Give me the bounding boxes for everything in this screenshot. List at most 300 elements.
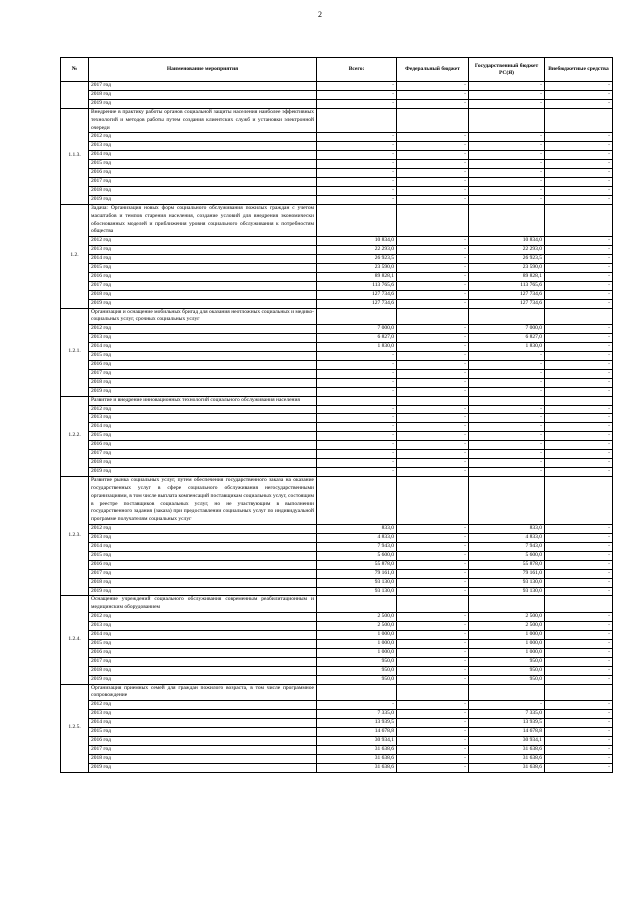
year-cell: 2017 год bbox=[89, 369, 317, 378]
page-number: 2 bbox=[318, 10, 322, 19]
federal-cell: - bbox=[397, 719, 469, 728]
year-cell: 2019 год bbox=[89, 299, 317, 308]
federal-cell: - bbox=[397, 560, 469, 569]
total-cell: - bbox=[317, 151, 397, 160]
offbudget-cell: - bbox=[545, 299, 613, 308]
table-row bbox=[61, 133, 613, 142]
total-cell: - bbox=[317, 467, 397, 476]
offbudget-cell: - bbox=[545, 169, 613, 178]
year-cell: 2016 год bbox=[89, 560, 317, 569]
total-cell: 10 834,0 bbox=[317, 237, 397, 246]
state-cell: - bbox=[469, 701, 545, 710]
header-name: Наименование мероприятия bbox=[89, 58, 317, 82]
offbudget-cell: - bbox=[545, 622, 613, 631]
table-row bbox=[61, 325, 613, 334]
section-title: Внедрение в практику работы органов социальной защиты населения наиболее эффективных технологий и методов работы путем создания клиентских служб и установки электронной очереди bbox=[89, 108, 317, 133]
federal-cell: - bbox=[397, 151, 469, 160]
header-num: № bbox=[61, 58, 89, 82]
offbudget-cell: - bbox=[545, 246, 613, 255]
state-cell: - bbox=[469, 82, 545, 91]
total-cell: - bbox=[317, 378, 397, 387]
total-cell: 950,0 bbox=[317, 666, 397, 675]
table-row bbox=[61, 90, 613, 99]
offbudget-cell: - bbox=[545, 569, 613, 578]
offbudget-cell: - bbox=[545, 441, 613, 450]
state-cell: 23 590,0 bbox=[469, 264, 545, 273]
offbudget-cell: - bbox=[545, 450, 613, 459]
federal-cell: - bbox=[397, 133, 469, 142]
offbudget-cell: - bbox=[545, 613, 613, 622]
section-title: Развитие рынка социальных услуг, путем обеспечения государственного заказа на оказание государственных услуг в сфере социального обслуживания негосударственными организациями, в том числе выплата компенсаций поставщикам социальных услуг, состоящим в реестре поставщиков социальных услуг, но не участвующим в выполнении государственного задания (заказа) при предоставлении социальных услуг по индивидуальной программе получателям социальных услуг bbox=[89, 476, 317, 524]
offbudget-cell: - bbox=[545, 82, 613, 91]
year-cell: 2013 год bbox=[89, 246, 317, 255]
federal-cell: - bbox=[397, 378, 469, 387]
table-row bbox=[61, 622, 613, 631]
empty-cell bbox=[397, 476, 469, 524]
total-cell: 1 000,0 bbox=[317, 640, 397, 649]
offbudget-cell: - bbox=[545, 195, 613, 204]
offbudget-cell: - bbox=[545, 334, 613, 343]
federal-cell: - bbox=[397, 525, 469, 534]
total-cell: - bbox=[317, 450, 397, 459]
total-cell: 93 130,0 bbox=[317, 578, 397, 587]
table-row bbox=[61, 648, 613, 657]
state-cell: 79 161,0 bbox=[469, 569, 545, 578]
year-cell: 2014 год bbox=[89, 255, 317, 264]
state-cell: - bbox=[469, 441, 545, 450]
table-row bbox=[61, 186, 613, 195]
table-row bbox=[61, 82, 613, 91]
year-cell: 2013 год bbox=[89, 622, 317, 631]
table-row bbox=[61, 334, 613, 343]
table-row bbox=[61, 640, 613, 649]
offbudget-cell: - bbox=[545, 560, 613, 569]
year-cell: 2016 год bbox=[89, 169, 317, 178]
total-cell: - bbox=[317, 142, 397, 151]
empty-cell bbox=[469, 308, 545, 325]
offbudget-cell: - bbox=[545, 534, 613, 543]
federal-cell: - bbox=[397, 195, 469, 204]
table-row bbox=[61, 719, 613, 728]
state-cell: 14 678,8 bbox=[469, 728, 545, 737]
total-cell: 7 000,0 bbox=[317, 325, 397, 334]
state-cell: 6 827,0 bbox=[469, 334, 545, 343]
federal-cell: - bbox=[397, 142, 469, 151]
state-cell: 127 734,6 bbox=[469, 290, 545, 299]
state-cell: - bbox=[469, 369, 545, 378]
total-cell: 79 161,0 bbox=[317, 569, 397, 578]
empty-cell bbox=[317, 108, 397, 133]
federal-cell: - bbox=[397, 450, 469, 459]
year-cell: 2015 год bbox=[89, 352, 317, 361]
federal-cell: - bbox=[397, 701, 469, 710]
section-code bbox=[61, 82, 89, 109]
total-cell: 31 638,6 bbox=[317, 745, 397, 754]
total-cell: 1 000,0 bbox=[317, 631, 397, 640]
state-cell: 26 923,5 bbox=[469, 255, 545, 264]
offbudget-cell: - bbox=[545, 264, 613, 273]
section-code: 1.2.5. bbox=[61, 684, 89, 772]
offbudget-cell: - bbox=[545, 361, 613, 370]
header-state: Государственный бюджет РС(Я) bbox=[469, 58, 545, 82]
year-cell: 2018 год bbox=[89, 578, 317, 587]
total-cell: - bbox=[317, 186, 397, 195]
offbudget-cell: - bbox=[545, 90, 613, 99]
offbudget-cell: - bbox=[545, 763, 613, 772]
table-row bbox=[61, 99, 613, 108]
year-cell: 2019 год bbox=[89, 675, 317, 684]
offbudget-cell: - bbox=[545, 255, 613, 264]
year-cell: 2014 год bbox=[89, 543, 317, 552]
total-cell: 22 293,0 bbox=[317, 246, 397, 255]
table-row bbox=[61, 423, 613, 432]
total-cell: - bbox=[317, 387, 397, 396]
table-row bbox=[61, 560, 613, 569]
federal-cell: - bbox=[397, 290, 469, 299]
federal-cell: - bbox=[397, 728, 469, 737]
state-cell: 5 600,0 bbox=[469, 551, 545, 560]
year-cell: 2017 год bbox=[89, 745, 317, 754]
offbudget-cell: - bbox=[545, 160, 613, 169]
table-row bbox=[61, 763, 613, 772]
total-cell: 2 500,0 bbox=[317, 613, 397, 622]
offbudget-cell: - bbox=[545, 458, 613, 467]
offbudget-cell: - bbox=[545, 378, 613, 387]
total-cell: 31 638,6 bbox=[317, 763, 397, 772]
year-cell: 2012 год bbox=[89, 405, 317, 414]
federal-cell: - bbox=[397, 613, 469, 622]
table-row bbox=[61, 169, 613, 178]
total-cell: - bbox=[317, 133, 397, 142]
state-cell: - bbox=[469, 423, 545, 432]
table-row bbox=[61, 736, 613, 745]
federal-cell: - bbox=[397, 99, 469, 108]
empty-cell bbox=[469, 476, 545, 524]
federal-cell: - bbox=[397, 423, 469, 432]
empty-cell bbox=[317, 684, 397, 701]
empty-cell bbox=[317, 596, 397, 613]
section-title: Оснащение учреждений социального обслуживания современным реабилитационным и медицинским оборудованием bbox=[89, 596, 317, 613]
federal-cell: - bbox=[397, 90, 469, 99]
table-row bbox=[61, 387, 613, 396]
table-row bbox=[61, 467, 613, 476]
year-cell: 2014 год bbox=[89, 719, 317, 728]
state-cell: 31 638,6 bbox=[469, 754, 545, 763]
total-cell: 113 765,6 bbox=[317, 281, 397, 290]
section-title-row bbox=[61, 308, 613, 325]
state-cell: 833,0 bbox=[469, 525, 545, 534]
table-row bbox=[61, 631, 613, 640]
section-code: 1.2.2. bbox=[61, 396, 89, 476]
offbudget-cell: - bbox=[545, 352, 613, 361]
table-row bbox=[61, 352, 613, 361]
total-cell: 950,0 bbox=[317, 657, 397, 666]
total-cell: - bbox=[317, 432, 397, 441]
empty-cell bbox=[545, 204, 613, 237]
year-cell: 2012 год bbox=[89, 325, 317, 334]
year-cell: 2018 год bbox=[89, 754, 317, 763]
section-title-row bbox=[61, 204, 613, 237]
empty-cell bbox=[397, 684, 469, 701]
year-cell: 2014 год bbox=[89, 631, 317, 640]
offbudget-cell: - bbox=[545, 432, 613, 441]
empty-cell bbox=[545, 308, 613, 325]
section-title: Задача: Организация новых форм социального обслуживания пожилых граждан с учетом масштабов и темпов старения населения, создание условий для внедрения экономически обоснованных моделей и приближения уровня социального обслуживания к потребностям общества bbox=[89, 204, 317, 237]
section-title: Организация приемных семей для граждан пожилого возраста, в том числе программное сопровождение bbox=[89, 684, 317, 701]
total-cell: 14 678,8 bbox=[317, 728, 397, 737]
total-cell: - bbox=[317, 352, 397, 361]
federal-cell: - bbox=[397, 414, 469, 423]
federal-cell: - bbox=[397, 272, 469, 281]
state-cell: - bbox=[469, 352, 545, 361]
federal-cell: - bbox=[397, 587, 469, 596]
year-cell: 2013 год bbox=[89, 534, 317, 543]
state-cell: - bbox=[469, 169, 545, 178]
empty-cell bbox=[469, 396, 545, 405]
total-cell: 6 827,0 bbox=[317, 334, 397, 343]
table-row bbox=[61, 255, 613, 264]
offbudget-cell: - bbox=[545, 151, 613, 160]
empty-cell bbox=[397, 396, 469, 405]
total-cell: 1 830,0 bbox=[317, 343, 397, 352]
state-cell: 55 878,0 bbox=[469, 560, 545, 569]
total-cell: - bbox=[317, 160, 397, 169]
section-title: Развитие и внедрение инновационных технологий социального обслуживания населения bbox=[89, 396, 317, 405]
state-cell: 950,0 bbox=[469, 675, 545, 684]
section-code: 1.2. bbox=[61, 204, 89, 308]
total-cell: - bbox=[317, 369, 397, 378]
table-row bbox=[61, 458, 613, 467]
offbudget-cell: - bbox=[545, 237, 613, 246]
offbudget-cell: - bbox=[545, 754, 613, 763]
total-cell: 950,0 bbox=[317, 675, 397, 684]
year-cell: 2016 год bbox=[89, 361, 317, 370]
federal-cell: - bbox=[397, 578, 469, 587]
federal-cell: - bbox=[397, 352, 469, 361]
state-cell: - bbox=[469, 405, 545, 414]
total-cell: 26 923,5 bbox=[317, 255, 397, 264]
section-code: 1.2.3. bbox=[61, 476, 89, 596]
year-cell: 2017 год bbox=[89, 569, 317, 578]
federal-cell: - bbox=[397, 82, 469, 91]
empty-cell bbox=[545, 396, 613, 405]
state-cell: 950,0 bbox=[469, 666, 545, 675]
state-cell: - bbox=[469, 151, 545, 160]
offbudget-cell: - bbox=[545, 728, 613, 737]
federal-cell: - bbox=[397, 281, 469, 290]
year-cell: 2015 год bbox=[89, 264, 317, 273]
table-row bbox=[61, 613, 613, 622]
total-cell: 127 734,6 bbox=[317, 290, 397, 299]
offbudget-cell: - bbox=[545, 736, 613, 745]
total-cell: - bbox=[317, 177, 397, 186]
state-cell: - bbox=[469, 414, 545, 423]
empty-cell bbox=[397, 596, 469, 613]
table-row bbox=[61, 569, 613, 578]
offbudget-cell: - bbox=[545, 551, 613, 560]
year-cell: 2017 год bbox=[89, 82, 317, 91]
state-cell: - bbox=[469, 133, 545, 142]
state-cell: - bbox=[469, 387, 545, 396]
year-cell: 2018 год bbox=[89, 666, 317, 675]
table-row bbox=[61, 160, 613, 169]
state-cell: 7 335,0 bbox=[469, 710, 545, 719]
federal-cell: - bbox=[397, 361, 469, 370]
empty-cell bbox=[545, 476, 613, 524]
state-cell: - bbox=[469, 458, 545, 467]
federal-cell: - bbox=[397, 334, 469, 343]
offbudget-cell: - bbox=[545, 467, 613, 476]
header-offbudget: Внебюджетные средства bbox=[545, 58, 613, 82]
state-cell: 1 000,0 bbox=[469, 640, 545, 649]
federal-cell: - bbox=[397, 255, 469, 264]
state-cell: - bbox=[469, 177, 545, 186]
table-row bbox=[61, 701, 613, 710]
year-cell: 2019 год bbox=[89, 195, 317, 204]
state-cell: 10 834,0 bbox=[469, 237, 545, 246]
year-cell: 2019 год bbox=[89, 467, 317, 476]
year-cell: 2013 год bbox=[89, 414, 317, 423]
offbudget-cell: - bbox=[545, 701, 613, 710]
year-cell: 2017 год bbox=[89, 450, 317, 459]
state-cell: 30 934,1 bbox=[469, 736, 545, 745]
federal-cell: - bbox=[397, 264, 469, 273]
federal-cell: - bbox=[397, 441, 469, 450]
federal-cell: - bbox=[397, 551, 469, 560]
federal-cell: - bbox=[397, 432, 469, 441]
federal-cell: - bbox=[397, 237, 469, 246]
total-cell: 30 934,1 bbox=[317, 736, 397, 745]
federal-cell: - bbox=[397, 325, 469, 334]
empty-cell bbox=[317, 204, 397, 237]
year-cell: 2015 год bbox=[89, 160, 317, 169]
empty-cell bbox=[397, 204, 469, 237]
offbudget-cell: - bbox=[545, 343, 613, 352]
total-cell: - bbox=[317, 99, 397, 108]
total-cell: 4 833,0 bbox=[317, 534, 397, 543]
federal-cell: - bbox=[397, 763, 469, 772]
offbudget-cell: - bbox=[545, 587, 613, 596]
state-cell: 1 000,0 bbox=[469, 631, 545, 640]
empty-cell bbox=[545, 684, 613, 701]
state-cell: - bbox=[469, 361, 545, 370]
table-row bbox=[61, 754, 613, 763]
year-cell: 2016 год bbox=[89, 736, 317, 745]
total-cell: 7 943,0 bbox=[317, 543, 397, 552]
offbudget-cell: - bbox=[545, 525, 613, 534]
table-row bbox=[61, 290, 613, 299]
year-cell: 2013 год bbox=[89, 334, 317, 343]
total-cell: - bbox=[317, 701, 397, 710]
state-cell: 113 765,6 bbox=[469, 281, 545, 290]
total-cell: - bbox=[317, 414, 397, 423]
year-cell: 2019 год bbox=[89, 99, 317, 108]
table-row bbox=[61, 666, 613, 675]
total-cell: 127 734,6 bbox=[317, 299, 397, 308]
table-row bbox=[61, 432, 613, 441]
table-row bbox=[61, 272, 613, 281]
year-cell: 2019 год bbox=[89, 387, 317, 396]
section-title-row bbox=[61, 684, 613, 701]
total-cell: - bbox=[317, 405, 397, 414]
state-cell: - bbox=[469, 450, 545, 459]
year-cell: 2012 год bbox=[89, 701, 317, 710]
offbudget-cell: - bbox=[545, 414, 613, 423]
year-cell: 2015 год bbox=[89, 551, 317, 560]
state-cell: 950,0 bbox=[469, 657, 545, 666]
state-cell: - bbox=[469, 160, 545, 169]
year-cell: 2018 год bbox=[89, 90, 317, 99]
total-cell: 833,0 bbox=[317, 525, 397, 534]
table-row bbox=[61, 246, 613, 255]
state-cell: 31 638,6 bbox=[469, 763, 545, 772]
table-row bbox=[61, 587, 613, 596]
total-cell: 2 500,0 bbox=[317, 622, 397, 631]
total-cell: 13 939,5 bbox=[317, 719, 397, 728]
federal-cell: - bbox=[397, 675, 469, 684]
federal-cell: - bbox=[397, 754, 469, 763]
offbudget-cell: - bbox=[545, 186, 613, 195]
federal-cell: - bbox=[397, 710, 469, 719]
state-cell: - bbox=[469, 432, 545, 441]
table-row bbox=[61, 405, 613, 414]
year-cell: 2017 год bbox=[89, 281, 317, 290]
total-cell: 93 130,0 bbox=[317, 587, 397, 596]
empty-cell bbox=[469, 204, 545, 237]
table-row bbox=[61, 369, 613, 378]
table-row bbox=[61, 525, 613, 534]
state-cell: 7 943,0 bbox=[469, 543, 545, 552]
state-cell: 7 000,0 bbox=[469, 325, 545, 334]
total-cell: 31 638,6 bbox=[317, 754, 397, 763]
state-cell: 22 293,0 bbox=[469, 246, 545, 255]
federal-cell: - bbox=[397, 666, 469, 675]
year-cell: 2018 год bbox=[89, 186, 317, 195]
total-cell: - bbox=[317, 361, 397, 370]
total-cell: 55 878,0 bbox=[317, 560, 397, 569]
state-cell: - bbox=[469, 142, 545, 151]
federal-cell: - bbox=[397, 177, 469, 186]
table-row bbox=[61, 414, 613, 423]
table-row bbox=[61, 551, 613, 560]
year-cell: 2012 год bbox=[89, 525, 317, 534]
total-cell: - bbox=[317, 90, 397, 99]
empty-cell bbox=[469, 684, 545, 701]
section-title-row bbox=[61, 396, 613, 405]
state-cell: - bbox=[469, 186, 545, 195]
offbudget-cell: - bbox=[545, 325, 613, 334]
year-cell: 2015 год bbox=[89, 728, 317, 737]
table-row bbox=[61, 151, 613, 160]
state-cell: 31 638,6 bbox=[469, 745, 545, 754]
offbudget-cell: - bbox=[545, 133, 613, 142]
table-row bbox=[61, 281, 613, 290]
offbudget-cell: - bbox=[545, 657, 613, 666]
year-cell: 2015 год bbox=[89, 432, 317, 441]
federal-cell: - bbox=[397, 369, 469, 378]
header-federal: Федеральный бюджет bbox=[397, 58, 469, 82]
empty-cell bbox=[545, 596, 613, 613]
offbudget-cell: - bbox=[545, 423, 613, 432]
total-cell: - bbox=[317, 458, 397, 467]
year-cell: 2014 год bbox=[89, 343, 317, 352]
year-cell: 2017 год bbox=[89, 177, 317, 186]
year-cell: 2015 год bbox=[89, 640, 317, 649]
offbudget-cell: - bbox=[545, 290, 613, 299]
total-cell: - bbox=[317, 169, 397, 178]
offbudget-cell: - bbox=[545, 745, 613, 754]
section-title-row bbox=[61, 108, 613, 133]
